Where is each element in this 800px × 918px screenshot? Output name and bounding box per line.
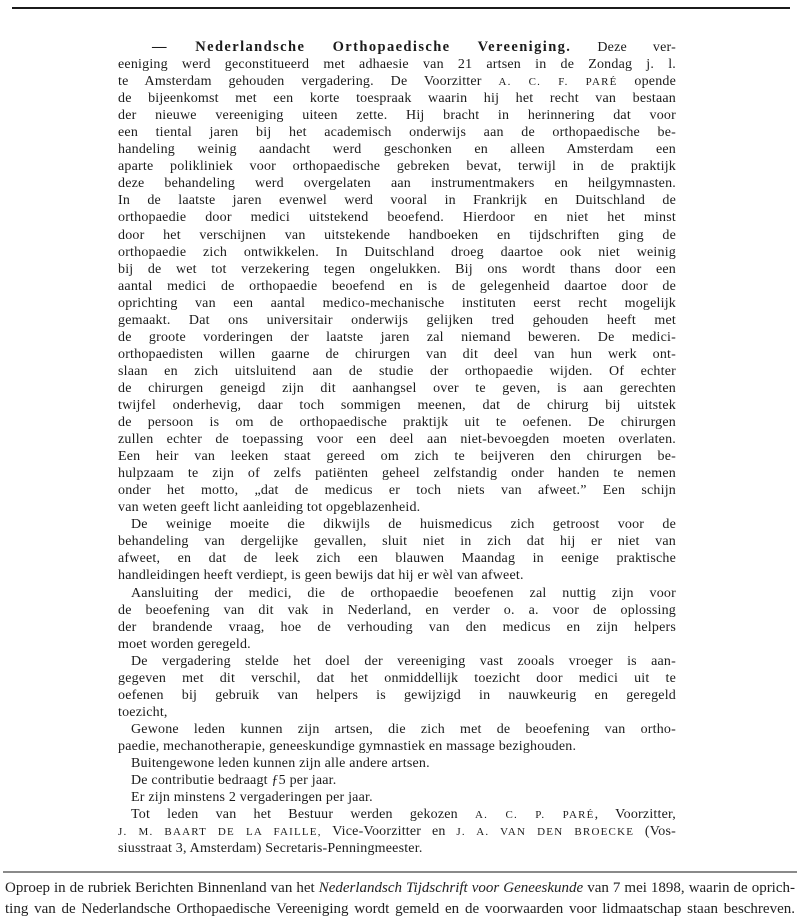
text-segment: gemaakt. Dat ons universitair onderwijs gelijken tred gehouden heeft met bbox=[118, 312, 676, 328]
text-line bbox=[5, 899, 795, 918]
text-segment: A. C. F. PARÉ bbox=[498, 76, 618, 89]
text-line bbox=[118, 124, 676, 141]
text-segment: Deze ver- bbox=[571, 40, 676, 55]
text-segment: een tiental jaren bij het academisch onderwijs aan de orthopaedische be- bbox=[118, 125, 676, 141]
text-line bbox=[118, 209, 676, 226]
text-line bbox=[118, 465, 676, 482]
text-line bbox=[118, 380, 676, 397]
text-segment: hulpzaam te zijn of zelfs patiënten geheel zelfstandig onder handen te nemen bbox=[118, 466, 676, 482]
text-segment: de chirurgen geneigd zijn dit aanhangsel over te geven, is aan gerechten bbox=[118, 380, 676, 396]
text-segment: gegeven met dit verschil, dat het onmiddellijk toezicht door medici uit te bbox=[118, 670, 676, 686]
text-line bbox=[118, 636, 676, 653]
text-segment: de beoefening van dit vak in Nederland, en verder o. a. voor de oplossing bbox=[118, 602, 676, 618]
text-segment: orthopaedie zich ontwikkelen. In Duitschland droeg daartoe ook niet weinig bbox=[118, 244, 676, 260]
text-line bbox=[118, 704, 676, 721]
caption-divider-rule bbox=[3, 871, 797, 873]
text-segment: de bijeenkomst met een korte toespraak waarin hij het recht van bestaan bbox=[118, 91, 676, 107]
text-line bbox=[118, 840, 676, 857]
text-line bbox=[118, 278, 676, 295]
text-segment: Tot leden van het Bestuur werden gekozen bbox=[131, 807, 475, 823]
text-line bbox=[118, 721, 676, 738]
text-line bbox=[118, 414, 676, 431]
text-segment: aantal medici de orthopaedie beoefend en is de gelegenheid daartoe door de bbox=[118, 278, 676, 294]
text-line bbox=[118, 39, 676, 56]
text-segment: bij de wet tot verzekering tegen ongelukken. Bij ons wordt thans door een bbox=[118, 261, 676, 277]
text-line bbox=[118, 670, 676, 687]
text-line bbox=[118, 175, 676, 192]
text-segment: handleidingen heeft verdiept, is geen bewijs dat hij er wèl van afweet. bbox=[118, 568, 524, 584]
text-line bbox=[118, 397, 676, 414]
text-segment: eeniging werd geconstitueerd met adhaesie van 21 artsen in de Zondag j. l. bbox=[118, 57, 676, 73]
text-segment: opende bbox=[617, 74, 677, 90]
text-segment: J. A. VAN DEN BROECKE bbox=[456, 826, 635, 839]
text-segment: der nieuwe vereeniging uiteen zette. Hij bracht in herinnering dat voor bbox=[118, 108, 676, 124]
text-segment: oefenen bij gebruik van helpers is gewijzigd in nauwkeurig en geregeld bbox=[118, 687, 676, 703]
text-line bbox=[118, 192, 676, 209]
text-line bbox=[118, 499, 676, 516]
text-line bbox=[118, 431, 676, 448]
text-line bbox=[118, 56, 676, 73]
text-segment: handeling weinig aandacht werd geschonken en alleen Amsterdam een bbox=[118, 142, 676, 158]
text-segment: toezicht, bbox=[118, 704, 168, 720]
text-segment: (Vos- bbox=[634, 824, 676, 840]
text-segment: behandeling van dergelijke gevallen, sluit niet in zich dat hij er niet van bbox=[118, 534, 676, 550]
text-line bbox=[118, 738, 676, 755]
text-line bbox=[118, 107, 676, 124]
text-line bbox=[118, 346, 676, 363]
text-line bbox=[118, 806, 676, 823]
text-segment: aparte polikliniek voor orthopaedische gebreken bevat, terwijl in de praktijk bbox=[118, 159, 676, 175]
top-rule bbox=[12, 7, 790, 9]
text-line bbox=[118, 550, 676, 567]
text-line bbox=[118, 295, 676, 312]
text-line bbox=[118, 73, 676, 90]
text-segment: onder het motto, „dat de medicus er toch niets van afweet.” Een schijn bbox=[118, 483, 676, 499]
text-segment: J. M. BAART DE LA FAILLE, bbox=[118, 826, 322, 839]
text-segment: De weinige moeite die dikwijls de huismedicus zich getroost voor de bbox=[131, 517, 676, 533]
text-segment: door het verschijnen van uitstekende handboeken en tijdschriften ging de bbox=[118, 227, 676, 243]
text-segment: , Voorzitter, bbox=[594, 807, 677, 823]
text-line bbox=[118, 158, 676, 175]
text-segment: de groote vorderingen der laatste jaren zal niemand beweren. De medici- bbox=[118, 329, 676, 345]
text-segment: van 7 mei 1898, waarin de oprich- bbox=[583, 880, 796, 896]
text-segment: twijfel onderhevig, daar toch sommigen meenen, dat de chirurg bij uitstek bbox=[118, 397, 676, 413]
text-line bbox=[118, 244, 676, 261]
text-segment: orthopaedisten willen gaarne de chirurgen van dit deel van hun werk ont- bbox=[118, 346, 676, 362]
text-line bbox=[118, 90, 676, 107]
text-line bbox=[118, 363, 676, 380]
text-line bbox=[118, 772, 676, 789]
text-line bbox=[118, 141, 676, 158]
text-line bbox=[118, 687, 676, 704]
text-segment: Gewone leden kunnen zijn artsen, die zich met de beoefening van ortho- bbox=[131, 721, 676, 737]
text-segment: Buitengewone leden kunnen zijn alle andere artsen. bbox=[131, 755, 430, 771]
text-line bbox=[118, 448, 676, 465]
text-segment: Aansluiting der medici, die de orthopaedie beoefenen zal nuttig zijn voor bbox=[131, 585, 676, 601]
text-line bbox=[118, 823, 676, 840]
text-segment: — Nederlandsche Orthopaedische Vereeniging. bbox=[152, 39, 572, 55]
text-line bbox=[118, 653, 676, 670]
text-segment: paedie, mechanotherapie, geneeskundige gymnastiek en massage bezighouden. bbox=[118, 738, 577, 754]
text-segment: De contributie bedraagt ƒ5 per jaar. bbox=[131, 773, 337, 789]
text-segment: A. C. P. PARÉ bbox=[475, 809, 595, 822]
text-segment: Nederlandsch Tijdschrift voor Geneeskunde bbox=[318, 880, 584, 896]
text-segment: In de laatste jaren evenwel werd vooral in Frankrijk en Duitschland de bbox=[118, 193, 676, 209]
text-segment: oprichting van een aantal medico-mechanische instituten eerst recht mogelijk bbox=[118, 295, 676, 311]
text-segment: Oproep in de rubriek Berichten Binnenland van het bbox=[5, 880, 319, 896]
text-line bbox=[118, 329, 676, 346]
text-segment: moet worden geregeld. bbox=[118, 636, 251, 652]
text-segment: te Amsterdam gehouden vergadering. De Voorzitter bbox=[118, 74, 499, 90]
text-segment: ting van de Nederlandsche Orthopaedische Vereeniging wordt gemeld en de voorwaarden voor lidmaatschap staan beschreven. bbox=[5, 900, 795, 917]
text-line bbox=[118, 755, 676, 772]
text-line bbox=[118, 567, 676, 584]
text-line bbox=[118, 602, 676, 619]
text-segment: orthopaedie door medici uitstekend beoefend. Hierdoor en niet het minst bbox=[118, 210, 676, 226]
text-segment: van weten geeft licht aanleiding tot opgeblazenheid. bbox=[118, 500, 421, 516]
text-segment: der brandende vraag, hoe de verhouding van den medicus en zijn helpers bbox=[118, 619, 676, 635]
text-segment: Een heir van leeken staat gereed om zich te beijveren den chirurgen be- bbox=[118, 449, 676, 465]
text-segment: De vergadering stelde het doel der vereeniging vast zooals vroeger is aan- bbox=[131, 653, 676, 669]
text-line bbox=[118, 789, 676, 806]
text-line bbox=[118, 619, 676, 636]
text-line bbox=[118, 516, 676, 533]
text-segment: slaan en zich uitsluitend aan de studie der orthopaedie wijden. Of echter bbox=[118, 363, 676, 379]
text-line bbox=[118, 261, 676, 278]
text-segment: Er zijn minstens 2 vergaderingen per jaar. bbox=[131, 790, 373, 806]
text-line bbox=[118, 227, 676, 244]
caption bbox=[5, 878, 795, 918]
text-segment: zullen echter de toepassing voor een deel aan niet-bevoegden moeten overlaten. bbox=[118, 432, 676, 448]
text-segment: afweet, en dat de leek zich een blauwen Maandag in eenige praktische bbox=[118, 551, 676, 567]
text-line bbox=[118, 482, 676, 499]
text-segment: Vice-Voorzitter en bbox=[321, 824, 457, 840]
text-segment: deze behandeling werd overgelaten aan instrumentmakers en heilgymnasten. bbox=[118, 176, 676, 192]
text-segment: siusstraat 3, Amsterdam) Secretaris-Penningmeester. bbox=[118, 841, 423, 857]
text-segment: de persoon is om de orthopaedische praktijk uit te oefenen. De chirurgen bbox=[118, 415, 676, 431]
text-line bbox=[5, 878, 795, 899]
article-text bbox=[118, 39, 676, 857]
text-line bbox=[118, 533, 676, 550]
text-line bbox=[118, 585, 676, 602]
text-line bbox=[118, 312, 676, 329]
